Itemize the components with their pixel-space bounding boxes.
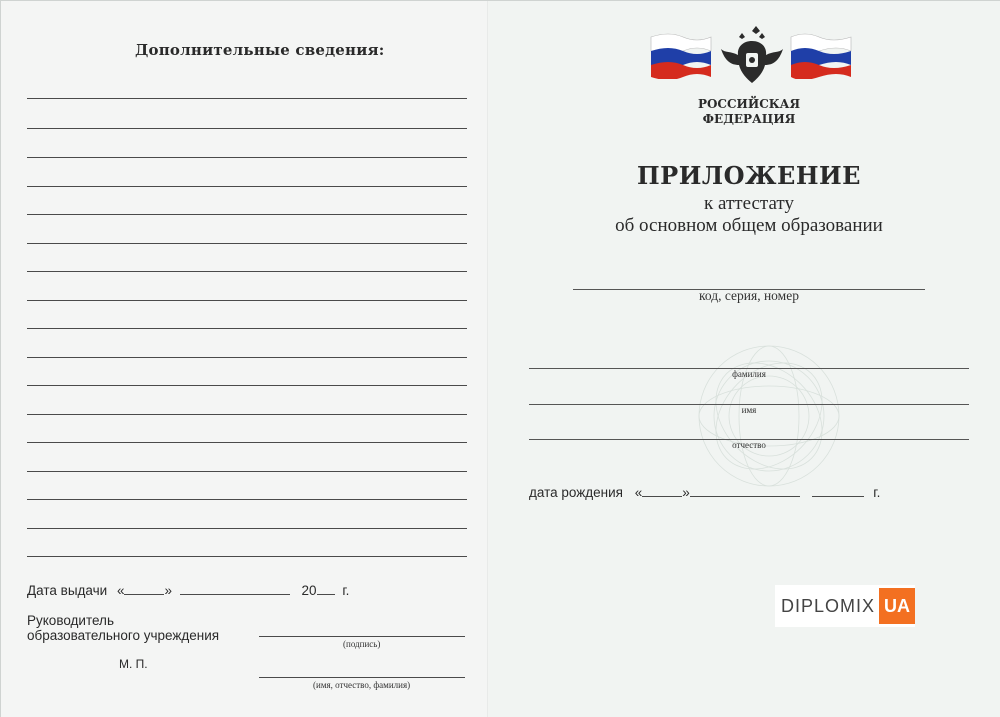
ruled-line (27, 128, 467, 129)
russian-flag-right (789, 31, 853, 79)
ruled-line (27, 214, 467, 215)
ruled-line (27, 528, 467, 529)
document-subtitle-line1: к аттестату (704, 193, 794, 214)
coat-of-arms-icon (717, 21, 787, 91)
patronymic-caption: отчество (732, 440, 766, 450)
name-caption: имя (741, 405, 757, 415)
ruled-line (27, 328, 467, 329)
ruled-line (27, 243, 467, 244)
watermark-word: DIPLOMIX (781, 595, 876, 616)
head-label-line2: образовательного учреждения (27, 628, 220, 643)
ruled-line (27, 414, 467, 415)
quote-close: » (682, 485, 690, 500)
birth-month-blank (690, 485, 800, 497)
surname-caption: фамилия (732, 369, 766, 379)
issue-year-blank (317, 583, 335, 595)
country-line2: ФЕДЕРАЦИЯ (702, 112, 796, 126)
issue-month-blank (180, 583, 290, 595)
ruled-line (27, 442, 467, 443)
right-page (489, 1, 1000, 717)
quote-open: « (116, 583, 125, 598)
ruled-line (27, 357, 467, 358)
country-line1: РОССИЙСКАЯ (697, 97, 801, 111)
ruled-line (27, 300, 467, 301)
birth-date-row (529, 485, 880, 500)
guilloche-rosette (669, 331, 869, 501)
ruled-line (27, 157, 467, 158)
quote-close: » (164, 583, 172, 598)
issue-day-blank (124, 583, 164, 595)
issue-date-row (27, 583, 349, 598)
birth-year-blank (812, 485, 864, 497)
issue-year-suffix: г. (342, 583, 350, 598)
ruled-line (27, 471, 467, 472)
ruled-line (27, 186, 467, 187)
birth-year-suffix: г. (873, 485, 881, 500)
signature-caption: (подпись) (343, 639, 381, 649)
name-caption: (имя, отчество, фамилия) (313, 680, 411, 690)
state-symbols (649, 21, 855, 81)
signature-line (259, 636, 465, 637)
country-name (684, 97, 814, 127)
document-title: ПРИЛОЖЕНИЕ (637, 161, 861, 190)
issue-year-prefix: 20 (301, 583, 317, 598)
ruled-line (27, 98, 467, 99)
quote-open: « (634, 485, 643, 500)
document-subtitle-line2: об основном общем образовании (615, 215, 883, 236)
ruled-line (27, 385, 467, 386)
name-line (259, 677, 465, 678)
ruled-line (27, 271, 467, 272)
left-page (1, 1, 489, 717)
code-caption: код, серия, номер (699, 288, 799, 303)
russian-flag-left (649, 31, 713, 79)
ruled-line (27, 499, 467, 500)
birth-date-label: дата рождения (529, 485, 623, 500)
head-label (27, 613, 219, 643)
additional-info-title: Дополнительные сведения: (135, 41, 385, 59)
birth-day-blank (642, 485, 682, 497)
issue-date-label: Дата выдачи (27, 583, 108, 598)
watermark-tag: UA (879, 588, 915, 624)
stamp-place: М. П. (119, 657, 148, 671)
diplomix-watermark (775, 585, 915, 627)
head-label-line1: Руководитель (27, 613, 114, 628)
ruled-line (27, 556, 467, 557)
